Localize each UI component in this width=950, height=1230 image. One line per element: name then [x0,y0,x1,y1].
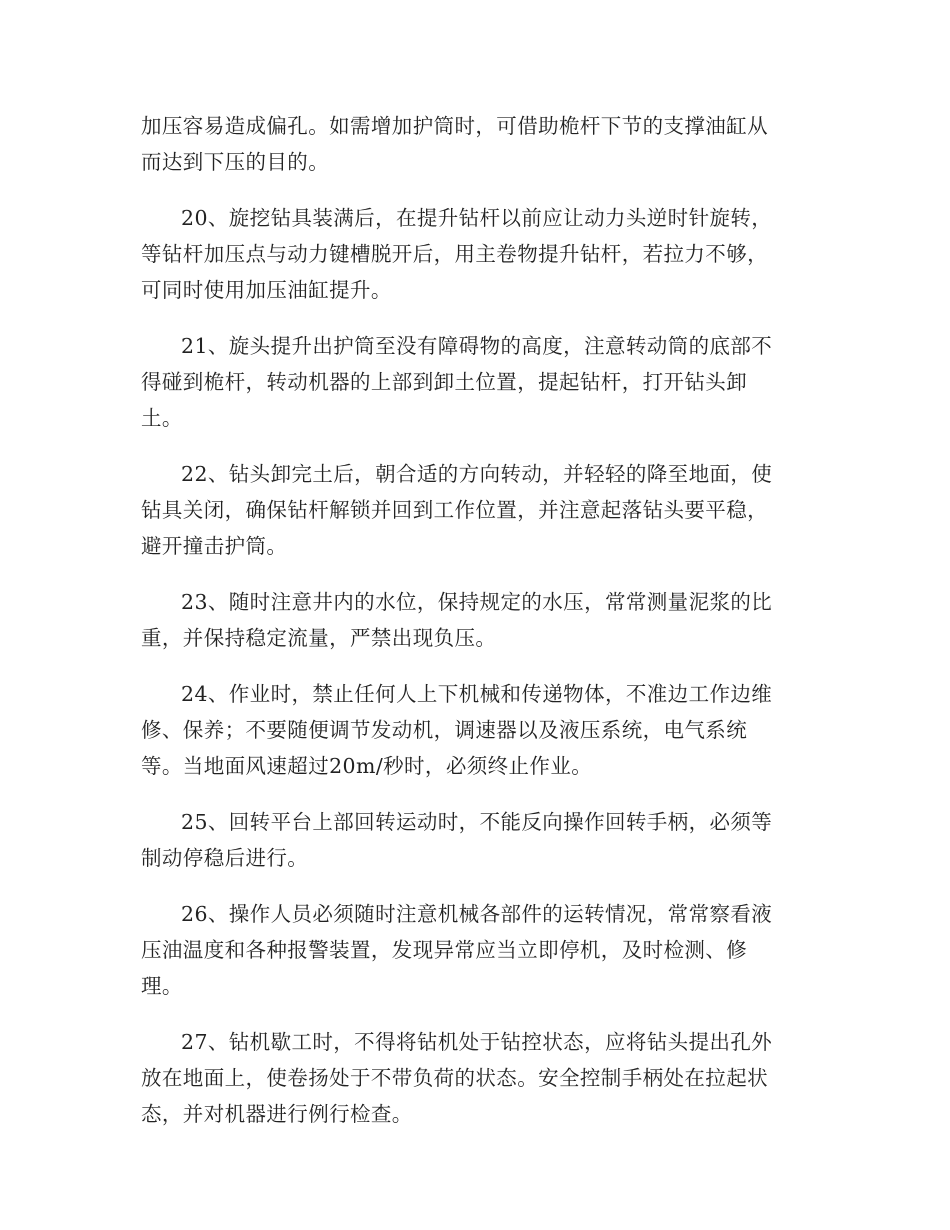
paragraph-line: 压油温度和各种报警装置，发现异常应当立即停机，及时检测、修 [141,938,748,962]
paragraph-line: 等。当地面风速超过20m/秒时，必须终止作业。 [141,754,593,778]
paragraph-line: 理。 [141,974,183,998]
paragraph-line: 制动停稳后进行。 [141,846,309,870]
paragraph-item-21 [141,328,801,436]
paragraph-line: 加压容易造成偏孔。如需增加护筒时，可借助桅杆下节的支撑油缸从 [141,114,768,138]
paragraph-item-20 [141,200,801,308]
paragraph-continued [141,108,801,180]
paragraph-line: 22、钻头卸完土后，朝合适的方向转动，并轻轻的降至地面，使 [181,462,773,486]
paragraph-line: 重，并保持稳定流量，严禁出现负压。 [141,626,497,650]
paragraph-line: 而达到下压的目的。 [141,150,330,174]
paragraph-line: 23、随时注意井内的水位，保持规定的水压，常常测量泥浆的比 [181,590,773,614]
paragraph-line: 避开撞击护筒。 [141,534,288,558]
paragraph-line: 可同时使用加压油缸提升。 [141,278,392,302]
paragraph-line: 20、旋挖钻具装满后，在提升钻杆以前应让动力头逆时针旋转， [181,206,773,230]
paragraph-item-27 [141,1024,801,1132]
document-body [141,108,801,1152]
paragraph-line: 27、钻机歇工时，不得将钻机处于钻控状态，应将钻头提出孔外 [181,1030,773,1054]
paragraph-line: 等钻杆加压点与动力键槽脱开后，用主卷物提升钻杆，若拉力不够， [141,242,768,266]
paragraph-line: 放在地面上，使卷扬处于不带负荷的状态。安全控制手柄处在拉起状 [141,1066,768,1090]
paragraph-line: 钻具关闭，确保钻杆解锁并回到工作位置，并注意起落钻头要平稳， [141,498,768,522]
paragraph-line: 25、回转平台上部回转运动时，不能反向操作回转手柄，必须等 [181,810,773,834]
paragraph-line: 21、旋头提升出护筒至没有障碍物的高度，注意转动筒的底部不 [181,334,773,358]
paragraph-item-26 [141,896,801,1004]
paragraph-line: 修、保养；不要随便调节发动机，调速器以及液压系统，电气系统 [141,718,748,742]
paragraph-item-24 [141,676,801,784]
paragraph-line: 土。 [141,406,183,430]
paragraph-item-22 [141,456,801,564]
paragraph-item-25 [141,804,801,876]
paragraph-line: 26、操作人员必须随时注意机械各部件的运转情况，常常察看液 [181,902,773,926]
paragraph-line: 24、作业时，禁止任何人上下机械和传递物体，不准边工作边维 [181,682,773,706]
paragraph-line: 态，并对机器进行例行检查。 [141,1102,413,1126]
paragraph-line: 得碰到桅杆，转动机器的上部到卸土位置，提起钻杆，打开钻头卸 [141,370,748,394]
paragraph-item-23 [141,584,801,656]
